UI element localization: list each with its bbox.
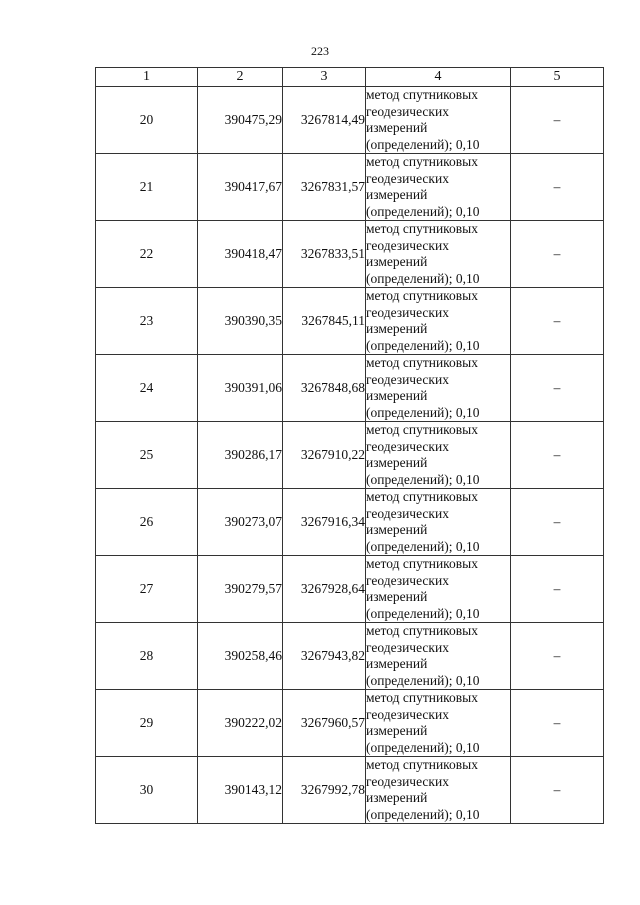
method-line: геодезических [366, 773, 449, 789]
method-line: геодезических [366, 170, 449, 186]
point-number-cell: 21 [96, 154, 198, 221]
method-line: измерений [366, 455, 428, 470]
coordinates-table [95, 67, 604, 824]
method-line: измерений [366, 790, 428, 805]
point-number-cell: 20 [96, 87, 198, 154]
point-number-cell: 23 [96, 288, 198, 355]
method-cell [366, 623, 511, 690]
table-row [96, 757, 604, 824]
method-line: (определений); 0,10 [366, 806, 480, 822]
table-row [96, 87, 604, 154]
y-coordinate-cell: 3267928,64 [283, 556, 366, 623]
x-coordinate-cell: 390279,57 [198, 556, 283, 623]
method-line: метод спутниковых [366, 489, 478, 504]
column-header: 5 [511, 68, 604, 87]
method-line: (определений); 0,10 [366, 337, 480, 353]
point-number-cell: 30 [96, 757, 198, 824]
method-cell [366, 422, 511, 489]
method-line: метод спутниковых [366, 757, 478, 772]
method-line: метод спутниковых [366, 288, 478, 303]
table-row [96, 288, 604, 355]
table-body [96, 87, 604, 824]
column-header: 3 [283, 68, 366, 87]
method-line: измерений [366, 522, 428, 537]
method-line: (определений); 0,10 [366, 471, 480, 487]
method-line: измерений [366, 656, 428, 671]
point-number-cell: 25 [96, 422, 198, 489]
table-row [96, 489, 604, 556]
y-coordinate-cell: 3267992,78 [283, 757, 366, 824]
x-coordinate-cell: 390258,46 [198, 623, 283, 690]
column-header: 2 [198, 68, 283, 87]
x-coordinate-cell: 390222,02 [198, 690, 283, 757]
method-line: геодезических [366, 505, 449, 521]
y-coordinate-cell: 3267845,11 [283, 288, 366, 355]
point-number-cell: 22 [96, 221, 198, 288]
y-coordinate-cell: 3267848,68 [283, 355, 366, 422]
method-line: метод спутниковых [366, 623, 478, 638]
table-row [96, 355, 604, 422]
method-cell [366, 355, 511, 422]
point-number-cell: 26 [96, 489, 198, 556]
note-cell: – [511, 87, 604, 154]
table-header-row [96, 68, 604, 87]
note-cell: – [511, 221, 604, 288]
method-cell [366, 288, 511, 355]
note-cell: – [511, 623, 604, 690]
method-line: геодезических [366, 639, 449, 655]
y-coordinate-cell: 3267916,34 [283, 489, 366, 556]
y-coordinate-cell: 3267831,57 [283, 154, 366, 221]
method-line: (определений); 0,10 [366, 739, 480, 755]
column-header: 1 [96, 68, 198, 87]
method-line: метод спутниковых [366, 690, 478, 705]
method-line: метод спутниковых [366, 87, 478, 102]
note-cell: – [511, 355, 604, 422]
y-coordinate-cell: 3267943,82 [283, 623, 366, 690]
method-line: геодезических [366, 103, 449, 119]
y-coordinate-cell: 3267960,57 [283, 690, 366, 757]
point-number-cell: 29 [96, 690, 198, 757]
method-line: геодезических [366, 572, 449, 588]
method-line: измерений [366, 120, 428, 135]
method-line: (определений); 0,10 [366, 136, 480, 152]
method-cell [366, 556, 511, 623]
y-coordinate-cell: 3267833,51 [283, 221, 366, 288]
method-line: измерений [366, 723, 428, 738]
note-cell: – [511, 556, 604, 623]
method-line: (определений); 0,10 [366, 404, 480, 420]
method-line: геодезических [366, 237, 449, 253]
note-cell: – [511, 690, 604, 757]
method-line: метод спутниковых [366, 355, 478, 370]
method-cell [366, 221, 511, 288]
point-number-cell: 28 [96, 623, 198, 690]
x-coordinate-cell: 390475,29 [198, 87, 283, 154]
method-cell [366, 757, 511, 824]
method-line: измерений [366, 388, 428, 403]
x-coordinate-cell: 390143,12 [198, 757, 283, 824]
method-line: геодезических [366, 438, 449, 454]
method-line: метод спутниковых [366, 154, 478, 169]
x-coordinate-cell: 390391,06 [198, 355, 283, 422]
table-row [96, 623, 604, 690]
table-row [96, 154, 604, 221]
note-cell: – [511, 489, 604, 556]
method-cell [366, 690, 511, 757]
note-cell: – [511, 757, 604, 824]
table-row [96, 422, 604, 489]
method-line: измерений [366, 254, 428, 269]
point-number-cell: 27 [96, 556, 198, 623]
note-cell: – [511, 422, 604, 489]
method-line: (определений); 0,10 [366, 538, 480, 554]
method-line: (определений); 0,10 [366, 672, 480, 688]
method-line: измерений [366, 321, 428, 336]
method-cell [366, 489, 511, 556]
method-line: метод спутниковых [366, 422, 478, 437]
method-line: (определений); 0,10 [366, 270, 480, 286]
method-line: геодезических [366, 706, 449, 722]
table-row [96, 556, 604, 623]
x-coordinate-cell: 390418,47 [198, 221, 283, 288]
method-line: метод спутниковых [366, 556, 478, 571]
method-line: (определений); 0,10 [366, 605, 480, 621]
x-coordinate-cell: 390286,17 [198, 422, 283, 489]
x-coordinate-cell: 390273,07 [198, 489, 283, 556]
method-line: измерений [366, 187, 428, 202]
method-line: измерений [366, 589, 428, 604]
method-cell [366, 154, 511, 221]
column-header: 4 [366, 68, 511, 87]
note-cell: – [511, 288, 604, 355]
table-row [96, 221, 604, 288]
method-line: геодезических [366, 304, 449, 320]
table-row [96, 690, 604, 757]
method-line: геодезических [366, 371, 449, 387]
y-coordinate-cell: 3267910,22 [283, 422, 366, 489]
method-line: (определений); 0,10 [366, 203, 480, 219]
x-coordinate-cell: 390417,67 [198, 154, 283, 221]
page-number: 223 [311, 44, 329, 58]
y-coordinate-cell: 3267814,49 [283, 87, 366, 154]
x-coordinate-cell: 390390,35 [198, 288, 283, 355]
method-line: метод спутниковых [366, 221, 478, 236]
method-cell [366, 87, 511, 154]
note-cell: – [511, 154, 604, 221]
point-number-cell: 24 [96, 355, 198, 422]
